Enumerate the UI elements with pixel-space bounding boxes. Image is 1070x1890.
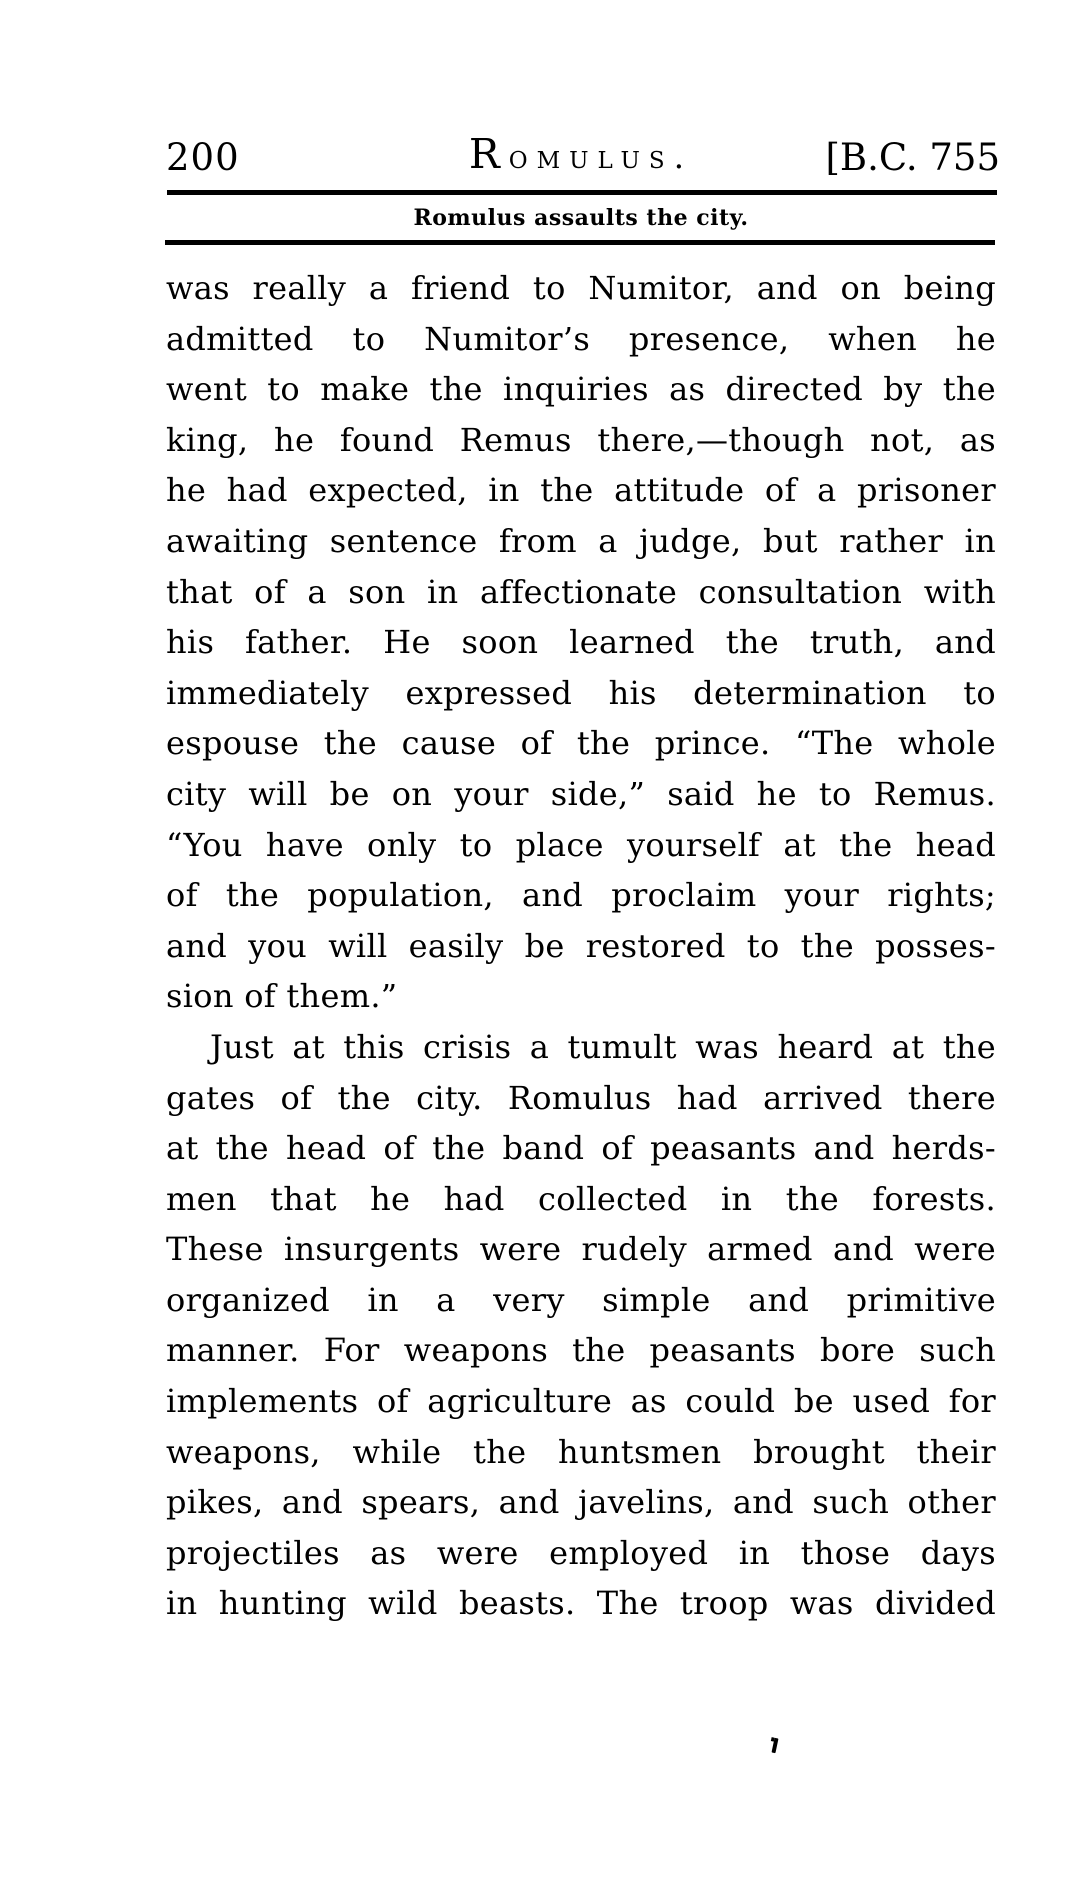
text-line: of the population, and proclaim your rights;	[166, 876, 996, 915]
text-line: These insurgents were rudely armed and were	[166, 1230, 996, 1269]
header-rule-bottom	[165, 240, 995, 245]
paragraph	[166, 263, 996, 1022]
text-line: projectiles as were employed in those days	[166, 1533, 996, 1572]
page-number: 200	[166, 136, 240, 179]
paragraph	[166, 1022, 996, 1629]
text-line: at the head of the band of peasants and herds-	[166, 1129, 996, 1168]
text-line: and you will easily be restored to the posses-	[166, 926, 996, 965]
era-marker: [B.C. 755	[825, 136, 1000, 179]
running-head-title: Romulus.	[468, 130, 694, 178]
text-line: king, he found Remus there,—though not, as	[166, 420, 996, 459]
text-line: manner. For weapons the peasants bore such	[166, 1331, 996, 1370]
text-line: went to make the inquiries as directed by the	[166, 370, 996, 409]
text-line: organized in a very simple and primitive	[166, 1280, 996, 1319]
text-line: implements of agriculture as could be used for	[166, 1382, 996, 1421]
text-line: awaiting sentence from a judge, but rather in	[166, 521, 996, 560]
text-line: pikes, and spears, and javelins, and such other	[166, 1483, 996, 1522]
text-line: his father. He soon learned the truth, and	[166, 623, 996, 662]
text-line: “You have only to place yourself at the head	[166, 825, 996, 864]
page-header	[166, 120, 1000, 179]
text-line: Just at this crisis a tumult was heard at the	[210, 1027, 996, 1066]
text-line: he had expected, in the attitude of a prisoner	[166, 471, 996, 510]
ink-speck	[771, 1738, 778, 1754]
text-line: gates of the city. Romulus had arrived there	[166, 1078, 996, 1117]
text-line: weapons, while the huntsmen brought their	[166, 1432, 996, 1471]
text-line: admitted to Numitor’s presence, when he	[166, 319, 996, 358]
text-line: men that he had collected in the forests.	[166, 1179, 996, 1218]
text-line: city will be on your side,” said he to Remus.	[166, 774, 996, 813]
text-line: sion of them.”	[166, 977, 398, 1016]
header-rule-top	[167, 190, 997, 195]
text-line: espouse the cause of the prince. “The whole	[166, 724, 996, 763]
text-line: that of a son in affectionate consultation with	[166, 572, 996, 611]
text-line: was really a friend to Numitor, and on being	[166, 269, 996, 307]
text-line: in hunting wild beasts. The troop was divided	[166, 1584, 996, 1623]
text-line: immediately expressed his determination to	[166, 673, 996, 712]
section-summary-line: Romulus assaults the city.	[413, 205, 749, 231]
body-text	[166, 263, 996, 1629]
